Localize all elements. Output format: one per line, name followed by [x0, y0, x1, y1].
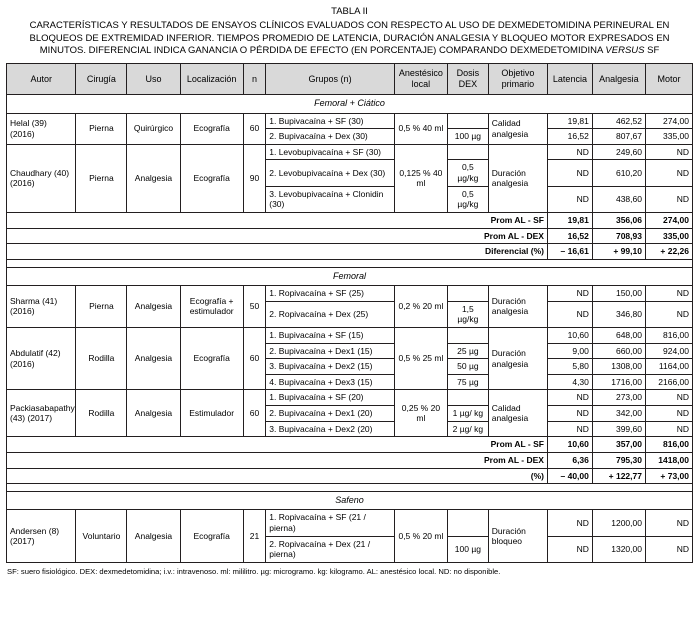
cell-motor: 1164,00	[645, 359, 692, 375]
cell-dosis	[447, 113, 488, 129]
cell-latencia: ND	[547, 160, 592, 186]
cell-localizacion: Ecografía	[180, 144, 243, 212]
cell-localizacion: Ecografía	[180, 113, 243, 144]
cell-grupo: 1. Bupivacaína + SF (20)	[266, 390, 395, 406]
section-title-row	[7, 95, 693, 113]
cell-analgesia: 462,52	[592, 113, 645, 129]
cell-anestesico: 0,5 % 25 ml	[394, 327, 447, 390]
cell-anestesico: 0,2 % 20 ml	[394, 286, 447, 328]
cell-dosis	[447, 286, 488, 302]
cell-grupo: 1. Ropivacaína + SF (21 / pierna)	[266, 510, 395, 536]
col-localizacion: Localización	[180, 64, 243, 95]
cell-n: 60	[243, 113, 265, 144]
cell-objetivo: Duración analgesia	[488, 144, 547, 212]
cell-cirugia: Rodilla	[76, 327, 127, 390]
cell-motor: ND	[645, 406, 692, 422]
section-title: Femoral + Ciático	[7, 95, 693, 113]
cell-autor: Sharma (41) (2016)	[7, 286, 76, 328]
summary-motor: 816,00	[645, 437, 692, 453]
cell-analgesia: 1308,00	[592, 359, 645, 375]
summary-label: (%)	[7, 468, 548, 484]
cell-analgesia: 1716,00	[592, 374, 645, 390]
col-cirugia: Cirugía	[76, 64, 127, 95]
cell-dosis	[447, 510, 488, 536]
caption-text-end: SF	[644, 45, 660, 57]
spacer-row	[7, 259, 693, 267]
section-title: Femoral	[7, 267, 693, 285]
cell-analgesia: 273,00	[592, 390, 645, 406]
cell-grupo: 3. Bupivacaína + Dex2 (15)	[266, 359, 395, 375]
section-title-row	[7, 492, 693, 510]
cell-analgesia: 342,00	[592, 406, 645, 422]
spacer-cell	[7, 484, 693, 492]
cell-localizacion: Ecografía + estimulador	[180, 286, 243, 328]
summary-row	[7, 244, 693, 260]
cell-n: 60	[243, 327, 265, 390]
col-motor: Motor	[645, 64, 692, 95]
spacer-row	[7, 484, 693, 492]
summary-latencia: 10,60	[547, 437, 592, 453]
table-row	[7, 144, 693, 160]
cell-uso: Analgesia	[127, 510, 180, 563]
cell-anestesico: 0,125 % 40 ml	[394, 144, 447, 212]
cell-motor: ND	[645, 286, 692, 302]
cell-analgesia: 399,60	[592, 421, 645, 437]
cell-n: 21	[243, 510, 265, 563]
cell-latencia: 4,30	[547, 374, 592, 390]
cell-motor: 335,00	[645, 129, 692, 145]
cell-motor: ND	[645, 144, 692, 160]
cell-dosis: 75 µg	[447, 374, 488, 390]
cell-motor: ND	[645, 510, 692, 536]
cell-autor: Abdulatif (42) (2016)	[7, 327, 76, 390]
caption-text-italic: VERSUS	[605, 45, 645, 57]
cell-uso: Quirúrgico	[127, 113, 180, 144]
summary-latencia: – 16,61	[547, 244, 592, 260]
cell-analgesia: 648,00	[592, 327, 645, 343]
cell-motor: 924,00	[645, 343, 692, 359]
table-footnote: SF: suero fisiológico. DEX: dexmedetomidina; i.v.: intravenoso. ml: mililitro. µg: microgramo. kg: kilogramo. AL: anestésico local. ND: no disponible.	[7, 566, 501, 576]
cell-cirugia: Pierna	[76, 144, 127, 212]
cell-latencia: ND	[547, 390, 592, 406]
cell-dosis: 2 µg/ kg	[447, 421, 488, 437]
col-latencia: Latencia	[547, 64, 592, 95]
cell-grupo: 3. Levobupivacaína + Clonidin (30)	[266, 186, 395, 212]
cell-autor: Helal (39) (2016)	[7, 113, 76, 144]
cell-analgesia: 1200,00	[592, 510, 645, 536]
cell-grupo: 2. Ropivacaína + Dex (21 / pierna)	[266, 536, 395, 562]
summary-label: Prom AL - SF	[7, 437, 548, 453]
cell-motor: 274,00	[645, 113, 692, 129]
col-analgesia: Analgesia	[592, 64, 645, 95]
cell-grupo: 3. Bupivacaína + Dex2 (20)	[266, 421, 395, 437]
cell-uso: Analgesia	[127, 327, 180, 390]
cell-dosis: 100 µg	[447, 536, 488, 562]
summary-analgesia: 356,06	[592, 212, 645, 228]
summary-label: Prom AL - DEX	[7, 228, 548, 244]
cell-analgesia: 1320,00	[592, 536, 645, 562]
section-title: Safeno	[7, 492, 693, 510]
cell-localizacion: Ecografía	[180, 327, 243, 390]
results-table	[6, 63, 693, 563]
cell-dosis: 100 µg	[447, 129, 488, 145]
cell-motor: ND	[645, 390, 692, 406]
col-objetivo: Objetivo primario	[488, 64, 547, 95]
cell-motor: ND	[645, 160, 692, 186]
cell-objetivo: Duración analgesia	[488, 327, 547, 390]
summary-motor: 335,00	[645, 228, 692, 244]
cell-anestesico: 0,5 % 40 ml	[394, 113, 447, 144]
cell-latencia: ND	[547, 536, 592, 562]
cell-objetivo: Calidad analgesia	[488, 390, 547, 437]
summary-motor: 274,00	[645, 212, 692, 228]
summary-label: Diferencial (%)	[7, 244, 548, 260]
summary-label: Prom AL - DEX	[7, 452, 548, 468]
cell-grupo: 1. Ropivacaína + SF (25)	[266, 286, 395, 302]
cell-motor: ND	[645, 301, 692, 327]
cell-objetivo: Duración bloqueo	[488, 510, 547, 563]
cell-cirugia: Rodilla	[76, 390, 127, 437]
cell-grupo: 2. Bupivacaína + Dex (30)	[266, 129, 395, 145]
cell-uso: Analgesia	[127, 144, 180, 212]
cell-analgesia: 249,60	[592, 144, 645, 160]
summary-latencia: 16,52	[547, 228, 592, 244]
cell-dosis: 1,5 µg/kg	[447, 301, 488, 327]
table-row	[7, 327, 693, 343]
cell-cirugia: Pierna	[76, 286, 127, 328]
cell-autor: Andersen (8) (2017)	[7, 510, 76, 563]
summary-row	[7, 228, 693, 244]
table-row	[7, 113, 693, 129]
table-label: TABLA II	[331, 6, 368, 17]
cell-autor: Packiasabapathy (43) (2017)	[7, 390, 76, 437]
summary-analgesia: + 99,10	[592, 244, 645, 260]
cell-latencia: 9,00	[547, 343, 592, 359]
cell-analgesia: 150,00	[592, 286, 645, 302]
cell-grupo: 2. Ropivacaína + Dex (25)	[266, 301, 395, 327]
caption-text: CARACTERÍSTICAS Y RESULTADOS DE ENSAYOS CLÍNICOS EVALUADOS CON RESPECTO AL USO DE DEXMEDETOMIDINA PERINEURAL EN BLOQUEOS DE EXTREMIDAD INFERIOR. TIEMPOS PROMEDIO DE LATENCIA, DURACIÓN ANALGESIA Y BLOQUEO MOTOR EXPRESADOS EN MINUTOS. DIFERENCIAL INDICA GANANCIA O PÉRDIDA DE EFECTO (EN PORCENTAJE) COMPARANDO DEXMEDETOMIDINA	[29, 19, 670, 57]
spacer-cell	[7, 259, 693, 267]
cell-dosis	[447, 327, 488, 343]
summary-motor: + 22,26	[645, 244, 692, 260]
cell-latencia: ND	[547, 406, 592, 422]
summary-row	[7, 212, 693, 228]
cell-localizacion: Ecografía	[180, 510, 243, 563]
cell-latencia: ND	[547, 421, 592, 437]
cell-grupo: 4. Bupivacaína + Dex3 (15)	[266, 374, 395, 390]
table-header	[7, 64, 693, 95]
summary-analgesia: 357,00	[592, 437, 645, 453]
summary-latencia: 6,36	[547, 452, 592, 468]
cell-grupo: 2. Bupivacaína + Dex1 (20)	[266, 406, 395, 422]
cell-anestesico: 0,25 % 20 ml	[394, 390, 447, 437]
summary-label: Prom AL - SF	[7, 212, 548, 228]
col-uso: Uso	[127, 64, 180, 95]
cell-motor: ND	[645, 421, 692, 437]
summary-analgesia: + 122,77	[592, 468, 645, 484]
table-row	[7, 390, 693, 406]
summary-analgesia: 795,30	[592, 452, 645, 468]
cell-analgesia: 346,80	[592, 301, 645, 327]
col-n: n	[243, 64, 265, 95]
cell-dosis: 25 µg	[447, 343, 488, 359]
cell-dosis	[447, 144, 488, 160]
cell-dosis: 1 µg/ kg	[447, 406, 488, 422]
section-title-row	[7, 267, 693, 285]
cell-grupo: 1. Levobupivacaína + SF (30)	[266, 144, 395, 160]
cell-motor: 816,00	[645, 327, 692, 343]
cell-analgesia: 807,67	[592, 129, 645, 145]
cell-analgesia: 660,00	[592, 343, 645, 359]
cell-dosis: 0,5 µg/kg	[447, 160, 488, 186]
cell-motor: 2166,00	[645, 374, 692, 390]
cell-n: 50	[243, 286, 265, 328]
cell-latencia: ND	[547, 186, 592, 212]
summary-latencia: 19,81	[547, 212, 592, 228]
cell-grupo: 2. Levobupivacaína + Dex (30)	[266, 160, 395, 186]
cell-latencia: 5,80	[547, 359, 592, 375]
cell-latencia: 10,60	[547, 327, 592, 343]
cell-cirugia: Voluntario	[76, 510, 127, 563]
cell-motor: ND	[645, 536, 692, 562]
cell-motor: ND	[645, 186, 692, 212]
cell-latencia: 16,52	[547, 129, 592, 145]
cell-dosis	[447, 390, 488, 406]
summary-row	[7, 437, 693, 453]
cell-n: 90	[243, 144, 265, 212]
cell-grupo: 1. Bupivacaína + SF (15)	[266, 327, 395, 343]
cell-n: 60	[243, 390, 265, 437]
cell-latencia: ND	[547, 510, 592, 536]
summary-motor: 1418,00	[645, 452, 692, 468]
col-dosis: Dosis DEX	[447, 64, 488, 95]
cell-latencia: ND	[547, 286, 592, 302]
summary-motor: + 73,00	[645, 468, 692, 484]
cell-anestesico: 0,5 % 20 ml	[394, 510, 447, 563]
cell-dosis: 0,5 µg/kg	[447, 186, 488, 212]
cell-latencia: 19,81	[547, 113, 592, 129]
table-row	[7, 510, 693, 536]
cell-cirugia: Pierna	[76, 113, 127, 144]
col-autor: Autor	[7, 64, 76, 95]
cell-grupo: 2. Bupivacaína + Dex1 (15)	[266, 343, 395, 359]
cell-objetivo: Calidad analgesia	[488, 113, 547, 144]
table-row	[7, 286, 693, 302]
cell-latencia: ND	[547, 144, 592, 160]
summary-analgesia: 708,93	[592, 228, 645, 244]
cell-analgesia: 610,20	[592, 160, 645, 186]
summary-row	[7, 468, 693, 484]
table-caption	[8, 6, 691, 58]
col-anestesico: Anestésico local	[394, 64, 447, 95]
cell-uso: Analgesia	[127, 286, 180, 328]
cell-localizacion: Estimulador	[180, 390, 243, 437]
summary-row	[7, 452, 693, 468]
col-grupos: Grupos (n)	[266, 64, 395, 95]
cell-dosis: 50 µg	[447, 359, 488, 375]
table-body	[7, 95, 693, 563]
cell-analgesia: 438,60	[592, 186, 645, 212]
cell-autor: Chaudhary (40) (2016)	[7, 144, 76, 212]
cell-objetivo: Duración analgesia	[488, 286, 547, 328]
header-row	[7, 64, 693, 95]
summary-latencia: – 40,00	[547, 468, 592, 484]
cell-uso: Analgesia	[127, 390, 180, 437]
cell-latencia: ND	[547, 301, 592, 327]
cell-grupo: 1. Bupivacaína + SF (30)	[266, 113, 395, 129]
